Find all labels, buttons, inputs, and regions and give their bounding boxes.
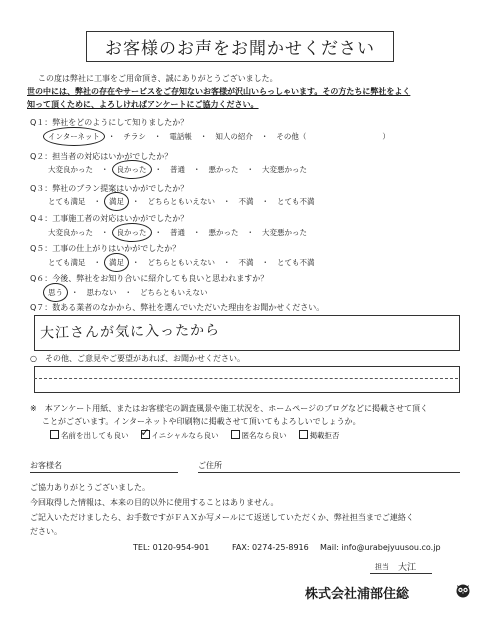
q6-option-yes[interactable]: 思う	[48, 288, 63, 297]
page-title	[86, 31, 394, 62]
q1-option-other[interactable]: その他（	[276, 132, 307, 141]
page-title-text: お客様のお声をお聞かせください	[105, 39, 375, 59]
other-answer-dotted-line	[34, 378, 458, 379]
intro-line-1: この度は弊社に工事をご用命頂き、誠にありがとうございました。	[38, 74, 278, 83]
q4-question: Q４：工事施工者の対応はいかがでしたか？	[30, 214, 189, 223]
q6-option-no[interactable]: 思わない	[86, 288, 117, 297]
q6-question: Q６：今後、弊社をお知り合いに紹介しても良いと思われますか？	[30, 274, 269, 283]
q4-option-normal[interactable]: 普通	[170, 228, 185, 237]
intro-line-2: 世の中には、弊社の存在やサービスをご存知ないお客様が沢山いらっしゃいます。その方たちに弊社をよく	[27, 87, 411, 96]
q4-option-very-good[interactable]: 大変良かった	[48, 228, 93, 237]
q3-option-satisfied[interactable]: 満足	[109, 197, 124, 206]
closing-line-2: 今回取得した情報は、本来の目的以外に使用することはありません。	[30, 498, 279, 507]
q4-option-bad[interactable]: 悪かった	[208, 228, 239, 237]
q4-option-good[interactable]: 良かった	[116, 228, 147, 237]
q3-option-neutral[interactable]: どちらともいえない	[147, 197, 215, 206]
q1-options: インターネット ・ チラシ ・ 電話帳 ・ 知人の紹介 ・ その他（ ）	[48, 132, 390, 141]
other-question: ○ その他、ご意見やご要望があれば、お聞かせください。	[30, 354, 245, 363]
q6-options: 思う ・ 思わない ・ どちらともいえない	[48, 288, 208, 297]
contact-tel: TEL: 0120-954-901	[133, 543, 210, 552]
q1-question: Q１：弊社をどのようにして知りましたか？	[30, 118, 189, 127]
q1-option-internet[interactable]: インターネット	[48, 132, 100, 141]
q3-question: Q３：弊社のプラン提案はいかがでしたか？	[30, 184, 189, 193]
address-line[interactable]	[198, 472, 460, 473]
q3-options: とても満足 ・ 満足 ・ どちらともいえない ・ 不満 ・ とても不満	[48, 197, 315, 206]
choice-anonymous-ok-label: 匿名なら良い	[241, 431, 287, 440]
notice-choices	[50, 426, 340, 441]
contact-fax: FAX: 0274-25-8916	[232, 543, 309, 552]
choice-initial-ok-label: イニシャルなら良い	[151, 431, 219, 440]
staff-line	[370, 573, 432, 574]
q3-option-very-satisfied[interactable]: とても満足	[48, 197, 86, 206]
contact-mail: Mail: info@urabejyuusou.co.jp	[320, 543, 441, 552]
intro-line-3: 知って頂くために、よろしければアンケートにご協力ください。	[27, 100, 259, 109]
q6-option-neutral[interactable]: どちらともいえない	[140, 288, 208, 297]
choice-refuse[interactable]	[299, 430, 340, 441]
notice-line-2: ことがございます。インターネットや印刷物に掲載させて頂いてもよろしいでしょうか。	[42, 417, 361, 426]
q2-options: 大変良かった ・ 良かった ・ 普通 ・ 悪かった ・ 大変悪かった	[48, 165, 307, 174]
closing-line-3: ご記入いただけましたら、お手数ですがＦＡＸか写メールにて返送していただくか、弊社担当までご連絡く	[30, 513, 414, 522]
q5-option-very-satisfied[interactable]: とても満足	[48, 258, 86, 267]
closing-line-4: ださい。	[30, 527, 62, 536]
choice-name-ok-label: 名前を出しても良い	[61, 431, 129, 440]
notice-line-1: ※ 本アンケート用紙、またはお客様宅の調査風景や施工状況を、ホームページのブログなどに掲載させて頂く	[30, 404, 429, 413]
q1-option-referral[interactable]: 知人の紹介	[215, 132, 253, 141]
q1-option-phonebook[interactable]: 電話帳	[169, 132, 192, 141]
q4-option-very-bad[interactable]: 大変悪かった	[262, 228, 307, 237]
checkbox-icon	[299, 430, 308, 439]
q3-option-dissatisfied[interactable]: 不満	[238, 197, 254, 206]
address-label: ご住所	[198, 461, 222, 470]
other-answer-box[interactable]	[34, 366, 460, 393]
choice-anonymous-ok[interactable]	[231, 430, 287, 441]
choice-initial-ok[interactable]	[140, 426, 219, 441]
q5-options: とても満足 ・ 満足 ・ どちらともいえない ・ 不満 ・ とても不満	[48, 258, 315, 267]
company-name: 株式会社浦部住総	[305, 587, 410, 602]
checkbox-icon	[50, 430, 59, 439]
q1-option-other-close: ）	[382, 132, 390, 141]
q7-handwritten-answer: 大江さんが気に入ったから	[39, 322, 221, 342]
choice-name-ok[interactable]	[50, 430, 129, 441]
customer-name-label: お客様名	[30, 461, 62, 470]
q2-option-very-good[interactable]: 大変良かった	[48, 165, 93, 174]
q5-question: Q５：工事の仕上がりはいかがでしたか？	[30, 244, 181, 253]
q7-question: Q７：数ある業者のなかから、弊社を選んでいただいた理由をお聞かせください。	[30, 303, 325, 312]
customer-name-line[interactable]	[30, 472, 178, 473]
q2-option-very-bad[interactable]: 大変悪かった	[262, 165, 307, 174]
q1-option-flyer[interactable]: チラシ	[123, 132, 146, 141]
q5-option-neutral[interactable]: どちらともいえない	[147, 258, 215, 267]
q3-option-very-dissatisfied[interactable]: とても不満	[277, 197, 315, 206]
closing-line-1: ご協力ありがとうございました。	[30, 483, 150, 492]
q5-option-dissatisfied[interactable]: 不満	[238, 258, 254, 267]
q2-question: Q２：担当者の対応はいかがでしたか？	[30, 152, 173, 161]
staff-label: 担当	[375, 563, 389, 571]
staff-name: 大江	[398, 563, 417, 573]
q5-option-satisfied[interactable]: 満足	[109, 258, 124, 267]
q2-option-good[interactable]: 良かった	[116, 165, 147, 174]
q4-options: 大変良かった ・ 良かった ・ 普通 ・ 悪かった ・ 大変悪かった	[48, 228, 307, 237]
q5-option-very-dissatisfied[interactable]: とても不満	[277, 258, 315, 267]
q2-option-normal[interactable]: 普通	[170, 165, 185, 174]
q2-option-bad[interactable]: 悪かった	[208, 165, 239, 174]
choice-refuse-label: 掲載拒否	[309, 431, 340, 440]
owl-logo-icon	[455, 582, 471, 598]
checkbox-icon	[231, 430, 240, 439]
check-mark-icon: ✓	[140, 426, 150, 439]
